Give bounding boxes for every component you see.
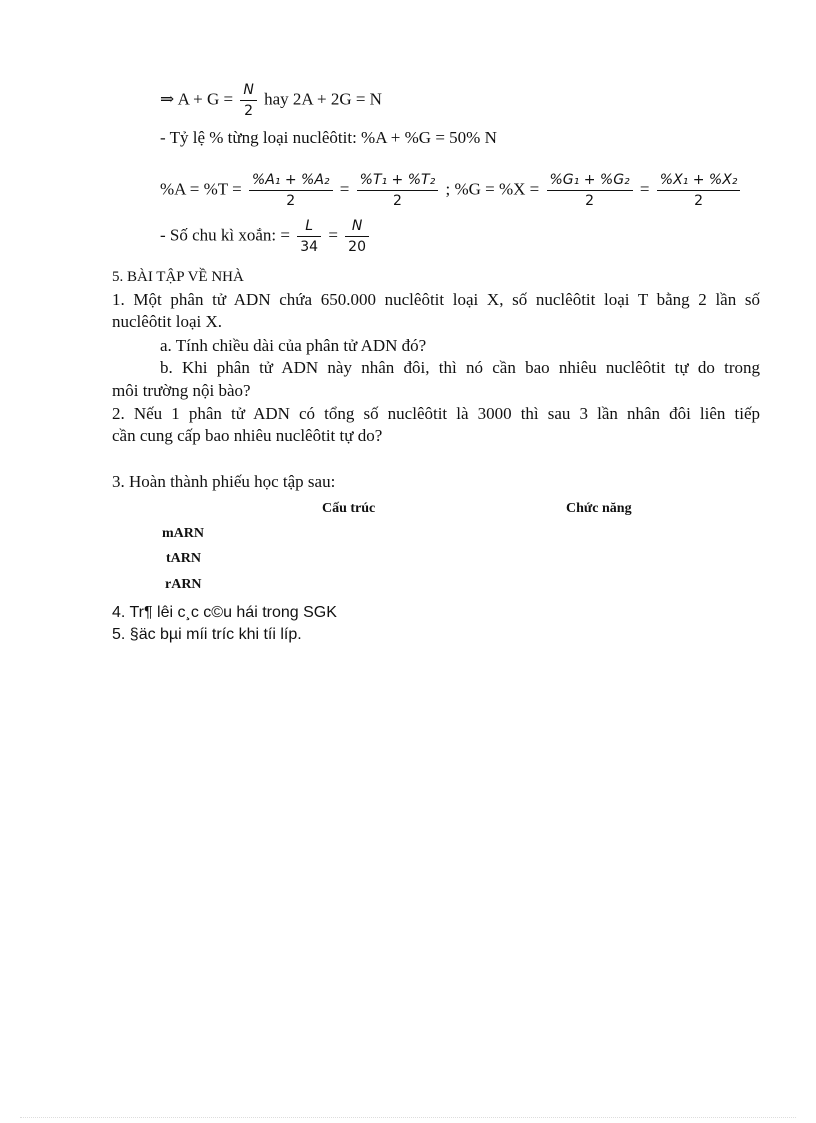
question-4: 4. Tr¶ lêi c¸c c©u hái trong SGK xyxy=(112,604,337,621)
question-1b-line-2: môi trường nội bào? xyxy=(112,381,251,400)
column-header-structure: Cấu trúc xyxy=(322,501,376,516)
fraction-x1-x2 xyxy=(657,170,741,211)
question-1-line-2: nuclêôtit loại X. xyxy=(112,312,223,331)
fraction-denominator: 20 xyxy=(348,239,366,255)
formula-line-4 xyxy=(160,216,372,257)
fraction-l-over-34 xyxy=(297,216,321,257)
question-1b-line-1: b. Khi phân tử ADN này nhân đôi, thì nó cần bao nhiêu nuclêôtit tự do trong xyxy=(160,358,760,377)
fraction-t1-t2 xyxy=(357,170,439,211)
equals-sign: = xyxy=(339,179,350,199)
question-2-line-1: 2. Nếu 1 phân tử ADN có tổng số nuclêôtit là 3000 thì sau 3 lần nhân đôi liên tiếp xyxy=(112,404,760,423)
question-3: 3. Hoàn thành phiếu học tập sau: xyxy=(112,472,336,491)
percent-g-x-label: ; %G = %X = xyxy=(445,179,540,199)
table-row-mrna: mARN xyxy=(162,526,204,541)
helix-cycle-label: - Số chu kì xoắn: = xyxy=(160,225,290,245)
fraction-numerator: %X₁ + %X₂ xyxy=(657,170,741,191)
formula-line-3 xyxy=(160,170,743,211)
column-header-function: Chức năng xyxy=(566,501,632,516)
implies-arrow: ⇒ xyxy=(160,89,175,109)
fraction-n-over-20 xyxy=(345,216,369,257)
fraction-denominator: 34 xyxy=(300,239,319,255)
fraction-numerator: %T₁ + %T₂ xyxy=(357,170,439,191)
fraction-numerator: N xyxy=(240,80,256,101)
fraction-denominator: 2 xyxy=(286,193,296,209)
question-1-line-1: 1. Một phân tử ADN chứa 650.000 nuclêôtit loại X, số nuclêôtit loại T bằng 2 lần số xyxy=(112,290,760,309)
fraction-numerator: N xyxy=(345,216,369,237)
section-heading: 5. BÀI TẬP VỀ NHÀ xyxy=(112,269,244,285)
percent-a-t-label: %A = %T = xyxy=(160,179,242,199)
equals-sign: = xyxy=(639,179,650,199)
fraction-numerator: %A₁ + %A₂ xyxy=(249,170,333,191)
fraction-n-over-2 xyxy=(240,80,256,121)
formula-line-1 xyxy=(160,80,382,121)
table-row-rrna: rARN xyxy=(165,577,202,592)
fraction-denominator: 2 xyxy=(392,193,402,209)
question-2-line-2: cần cung cấp bao nhiêu nuclêôtit tự do? xyxy=(112,426,383,445)
formula-rest: hay 2A + 2G = N xyxy=(264,89,382,109)
fraction-numerator: %G₁ + %G₂ xyxy=(547,170,633,191)
equals-sign: = xyxy=(328,225,338,245)
question-5: 5. §äc bµi míi tríc khi tíi líp. xyxy=(112,626,302,643)
table-row-trna: tARN xyxy=(166,551,201,566)
fraction-a1-a2 xyxy=(249,170,333,211)
formula-line-2: - Tỷ lệ % từng loại nuclêôtit: %A + %G = 50% N xyxy=(160,128,497,147)
fraction-denominator: 2 xyxy=(585,193,595,209)
question-1a: a. Tính chiều dài của phân tử ADN đó? xyxy=(160,336,427,355)
page-bottom-divider xyxy=(20,1117,796,1118)
formula-lhs: A + G = xyxy=(177,89,234,109)
fraction-denominator: 2 xyxy=(244,103,254,119)
fraction-numerator: L xyxy=(297,216,321,237)
fraction-g1-g2 xyxy=(547,170,633,211)
fraction-denominator: 2 xyxy=(694,193,704,209)
